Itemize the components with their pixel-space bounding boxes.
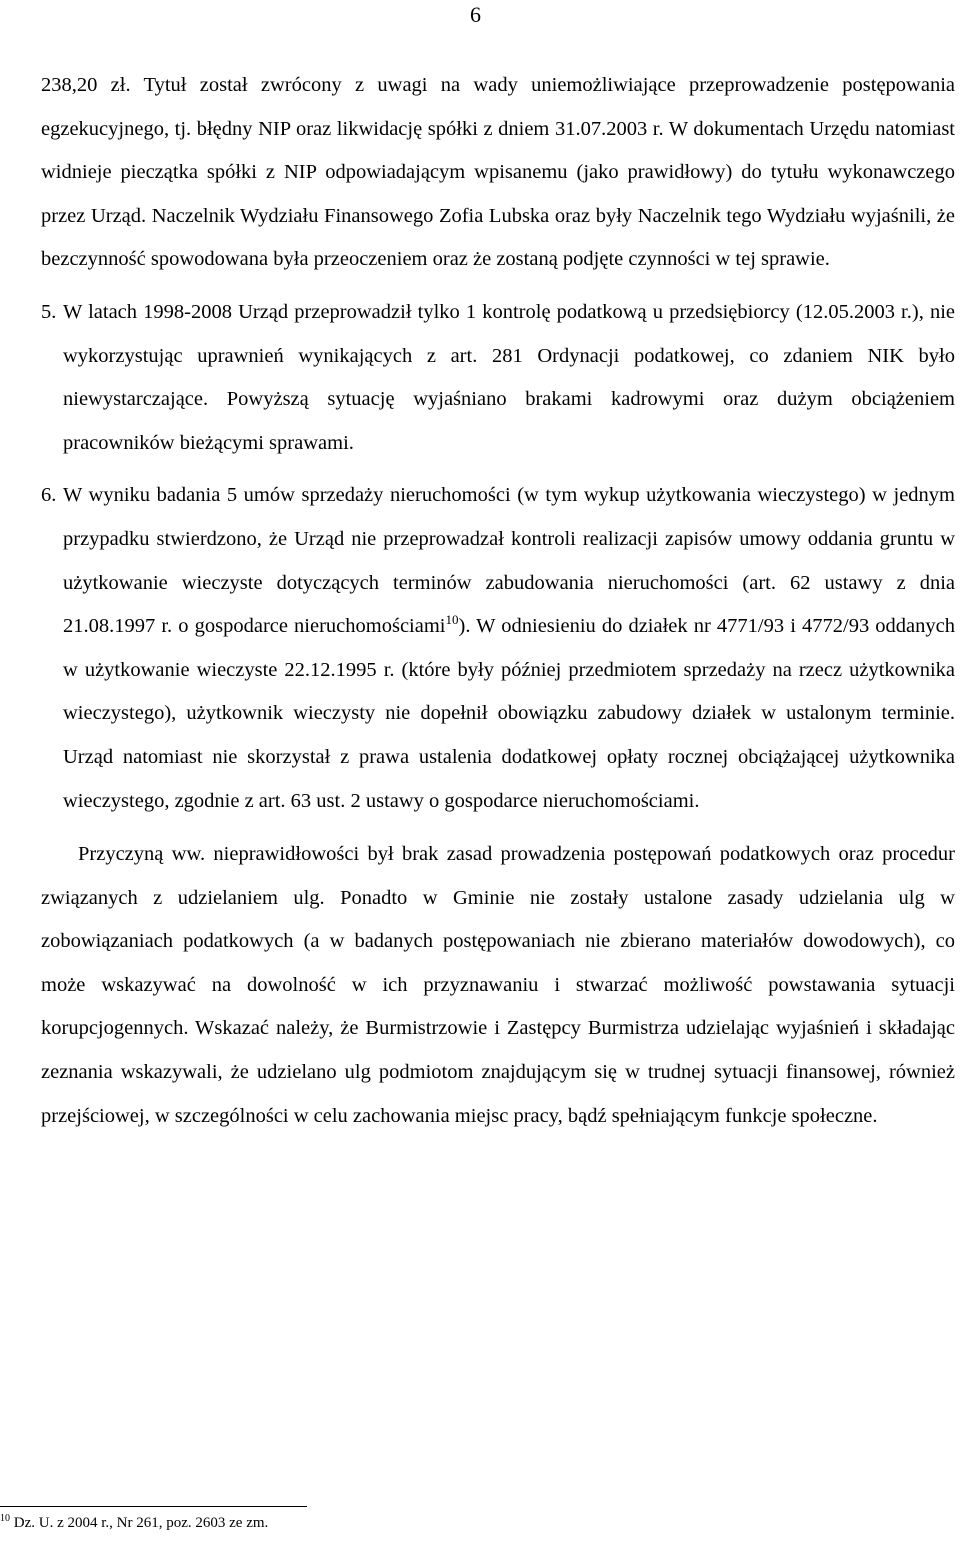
list-item-text-part: ). W odniesieniu do działek nr 4771/93 i 4772/93 oddanych w użytkowanie wieczyste 22.12.1995 r. (które były później przedmiotem sprzedaży na rzecz użytkownika wieczystego), użytkownik wieczysty nie dopełnił obowiązku zabudowy działek w ustalonym terminie. Urząd natomiast nie skorzystał z prawa ustalenia dodatkowej opłaty rocznej obciążającej użytkownika wieczystego, zgodnie z art. 63 ust. 2 ustawy o gospodarce nieruchomościami. bbox=[63, 615, 955, 812]
list-item-5 bbox=[41, 291, 955, 465]
intro-paragraph: 238,20 zł. Tytuł został zwrócony z uwagi na wady uniemożliwiające przeprowadzenie postępowania egzekucyjnego, tj. błędny NIP oraz likwidację spółki z dniem 31.07.2003 r. W dokumentach Urzędu natomiast widnieje pieczątka spółki z NIP odpowiadającym wpisanemu (jako prawidłowy) do tytułu wykonawczego przez Urząd. Naczelnik Wydziału Finansowego Zofia Lubska oraz były Naczelnik tego Wydziału wyjaśnili, że bezczynność spowodowana była przeoczeniem oraz że zostaną podjęte czynności w tej sprawie. bbox=[41, 74, 955, 271]
list-item-number: 6. bbox=[41, 484, 57, 507]
footnote bbox=[0, 1514, 268, 1532]
footnote-text: Dz. U. z 2004 r., Nr 261, poz. 2603 ze zm. bbox=[10, 1515, 269, 1531]
footnote-reference: 10 bbox=[445, 612, 459, 628]
document-body bbox=[41, 64, 955, 1138]
list-item-number: 5. bbox=[41, 300, 57, 323]
list-item-6 bbox=[41, 474, 955, 823]
list-item-text: W latach 1998-2008 Urząd przeprowadził tylko 1 kontrolę podatkową u przedsiębiorcy (12.05.2003 r.), nie wykorzystując uprawnień wynikających z art. 281 Ordynacji podatkowej, co zdaniem NIK było niewystarczające. Powyższą sytuację wyjaśniano brakami kadrowymi oraz dużym obciążeniem pracowników bieżącymi sprawami. bbox=[63, 300, 955, 454]
conclusion-paragraph: Przyczyną ww. nieprawidłowości był brak zasad prowadzenia postępowań podatkowych oraz procedur związanych z udzielaniem ulg. Ponadto w Gminie nie zostały ustalone zasady udzielania ulg w zobowiązaniach podatkowych (a w badanych postępowaniach nie zbierano materiałów dowodowych), co może wskazywać na dowolność w ich przyznawaniu i stwarzać możliwość powstawania sytuacji korupcjogennych. Wskazać należy, że Burmistrzowie i Zastępcy Burmistrza udzielając wyjaśnień i składając zeznania wskazywali, że udzielano ulg podmiotom znajdującym się w trudnej sytuacji finansowej, również przejściowej, w szczególności w celu zachowania miejsc pracy, bądź spełniającym funkcje społeczne. bbox=[41, 843, 955, 1127]
list-item-text bbox=[63, 474, 955, 823]
page-number: 6 bbox=[470, 2, 481, 27]
footnote-separator bbox=[0, 1506, 307, 1507]
list-item-text-part: W wyniku badania 5 umów sprzedaży nieruchomości (w tym wykup użytkowania wieczystego) w jednym przypadku stwierdzono, że Urząd nie przeprowadzał kontroli realizacji zapisów umowy oddania gruntu w użytkowanie wieczyste dotyczących terminów zabudowania nieruchomości (art. 62 ustawy z dnia 21.08.1997 r. o gospodarce nieruchomościami bbox=[63, 484, 955, 638]
footnote-number: 10 bbox=[0, 1513, 10, 1524]
